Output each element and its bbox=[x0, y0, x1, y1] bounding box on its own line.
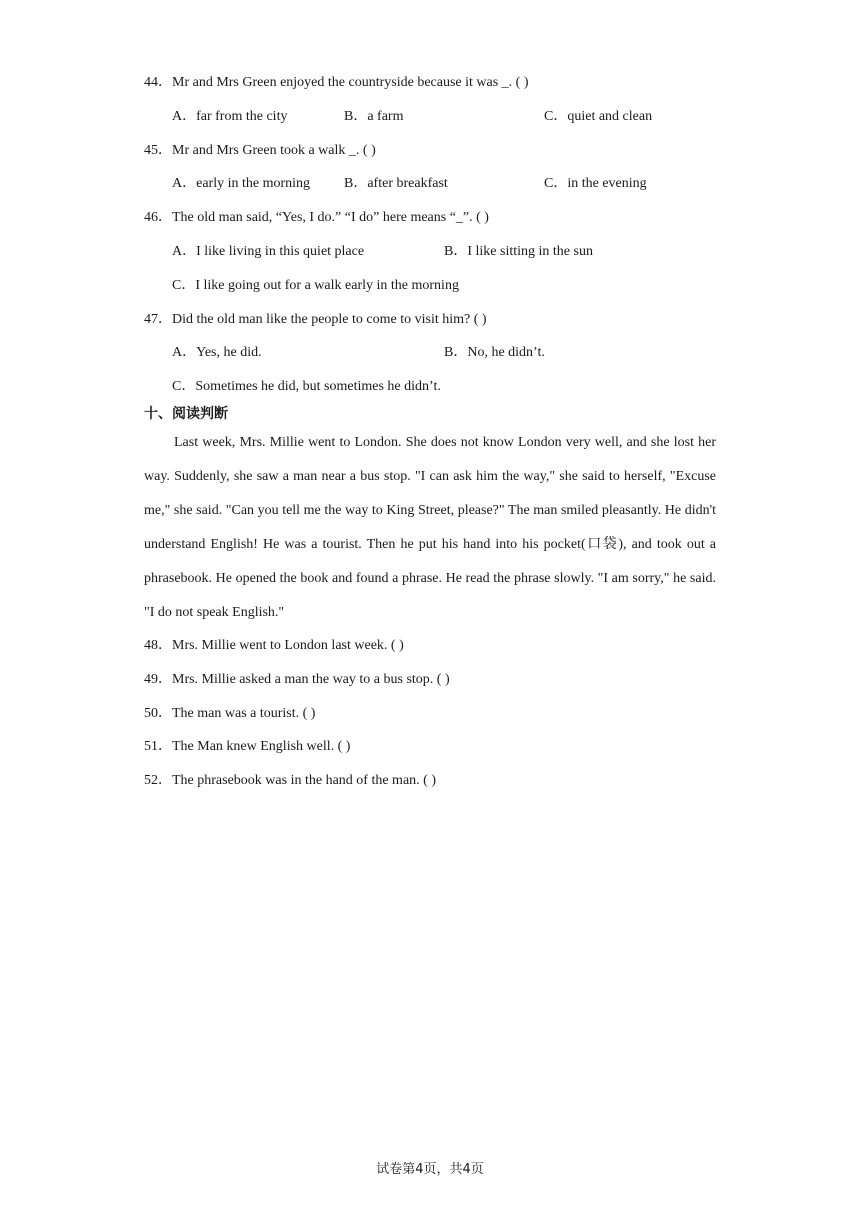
statement-52 bbox=[144, 771, 436, 791]
option-a: A．Yes, he did. bbox=[172, 345, 262, 360]
question-number: 44． bbox=[144, 75, 172, 90]
option-b: B．after breakfast bbox=[344, 176, 448, 191]
option-a: A．early in the morning bbox=[172, 176, 311, 191]
option-a: A．far from the city bbox=[172, 109, 288, 124]
statement-number: 49． bbox=[144, 672, 172, 687]
question-number: 47． bbox=[144, 312, 172, 327]
option-c: C．Sometimes he did, but sometimes he didn’t. bbox=[172, 379, 441, 394]
question-number: 45． bbox=[144, 143, 172, 158]
statement-text: The Man knew English well. ( ) bbox=[172, 739, 351, 754]
question-stem: Did the old man like the people to come to visit him? ( ) bbox=[172, 312, 487, 327]
page-footer: 试卷第4页，共4页 bbox=[376, 1162, 484, 1177]
question-stem: Mr and Mrs Green enjoyed the countryside because it was _. ( ) bbox=[172, 75, 529, 90]
option-a: A．I like living in this quiet place bbox=[172, 244, 365, 259]
option-b: B．No, he didn’t. bbox=[444, 345, 545, 360]
statement-text: Mrs. Millie asked a man the way to a bus stop. ( ) bbox=[172, 672, 450, 687]
statement-text: Mrs. Millie went to London last week. ( ) bbox=[172, 638, 404, 653]
question-stem: Mr and Mrs Green took a walk _. ( ) bbox=[172, 143, 376, 158]
question-46 bbox=[144, 208, 489, 228]
reading-passage: Last week, Mrs. Millie went to London. She does not know London very well, and she lost her way. Suddenly, she saw a man near a bus stop. "I can ask him the way," she said to herself, "Excuse me," she said. "Can you tell me the way to King Street, please?" The man smiled pleasantly. He didn't understand English! He was a tourist. Then he put his hand into his pocket(口袋), and took out a phrasebook. He opened the book and found a phrase. He read the phrase slowly. "I am sorry," he said. "I do not speak English." bbox=[144, 435, 716, 620]
statement-49 bbox=[144, 670, 450, 690]
statement-text: The phrasebook was in the hand of the man. ( ) bbox=[172, 773, 436, 788]
question-number: 46． bbox=[144, 210, 172, 225]
question-45 bbox=[144, 141, 376, 161]
statement-text: The man was a tourist. ( ) bbox=[172, 706, 316, 721]
statement-48 bbox=[144, 636, 404, 656]
option-c: C．quiet and clean bbox=[544, 109, 653, 124]
statement-number: 50． bbox=[144, 706, 172, 721]
option-c: C．in the evening bbox=[544, 176, 647, 191]
option-b: B．I like sitting in the sun bbox=[444, 244, 593, 259]
question-47 bbox=[144, 310, 487, 330]
statement-number: 52． bbox=[144, 773, 172, 788]
statement-51 bbox=[144, 737, 350, 757]
question-stem: The old man said, “Yes, I do.” “I do” here means “_”. ( ) bbox=[172, 210, 489, 225]
option-b: B．a farm bbox=[344, 109, 404, 124]
option-c: C．I like going out for a walk early in the morning bbox=[172, 278, 459, 293]
statement-number: 51． bbox=[144, 739, 172, 754]
question-44 bbox=[144, 73, 529, 93]
section-title: 十、阅读判断 bbox=[144, 406, 228, 422]
statement-number: 48． bbox=[144, 638, 172, 653]
statement-50 bbox=[144, 704, 315, 724]
